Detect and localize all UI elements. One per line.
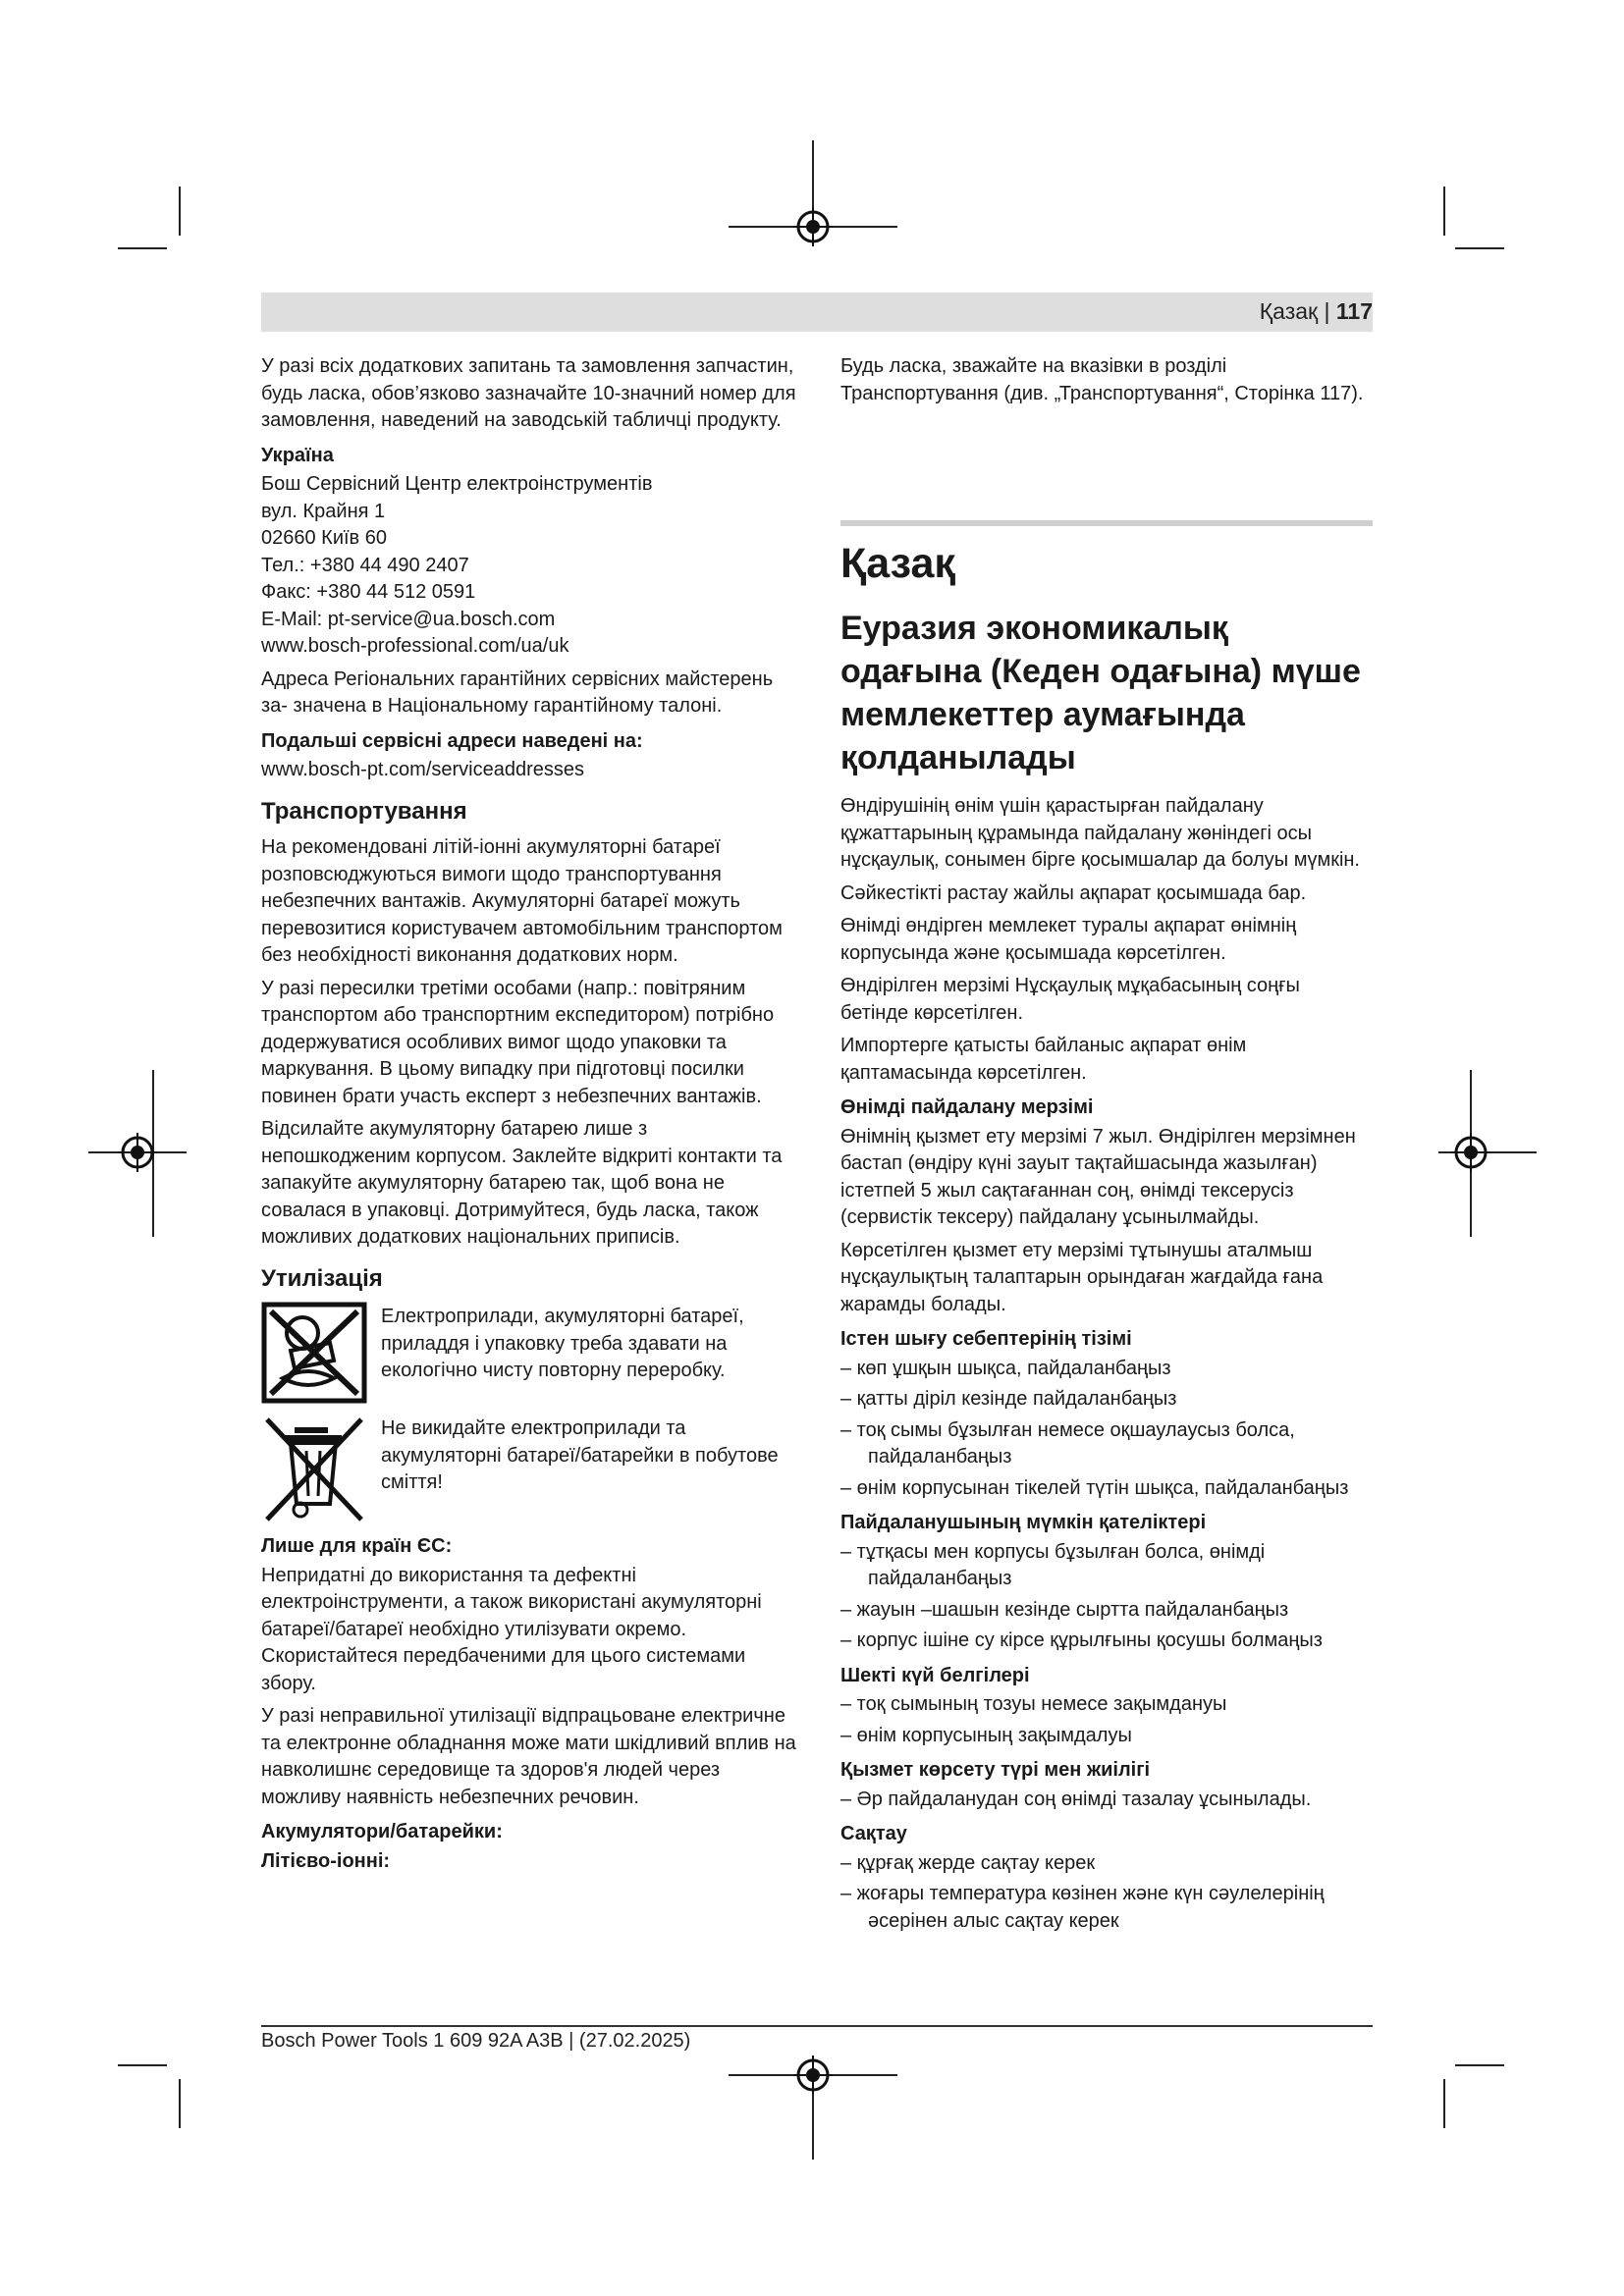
address-line: 02660 Київ 60 <box>261 527 387 549</box>
service-life-heading: Өнімді пайдалану мерзімі <box>840 1096 1094 1118</box>
address-email: E-Mail: pt-service@ua.bosch.com <box>261 608 556 630</box>
crossed-bin-icon <box>261 1414 367 1523</box>
address-fax: Факс: +380 44 512 0591 <box>261 581 476 603</box>
ukraine-heading: Україна <box>261 444 334 466</box>
eurasia-title: Еуразия экономикалық одағына (Кеден одағына) мүше мемлекеттер аумағында қолданылады <box>840 610 1361 776</box>
no-household-waste-icon <box>261 1302 367 1404</box>
address-line: Бош Сервісний Центр електроінструментів <box>261 473 653 495</box>
storage-heading: Сақтау <box>840 1823 907 1844</box>
weee-text: Не викидайте електроприлади та акумуляторні батареї/батарейки в побутове сміття! <box>381 1417 779 1493</box>
list-item: – жоғары температура көзінен және күн сәулелерінің әсерінен алыс сақтау керек <box>840 1883 1325 1932</box>
list-item: – өнім корпусынан тікелей түтін шықса, пайдаланбаңыз <box>840 1476 1349 1499</box>
service-type-heading: Қызмет көрсету түрі мен жиілігі <box>840 1759 1151 1781</box>
list-item: – корпус ішіне су кірсе құрылғыны қосушы болмаңыз <box>840 1629 1323 1651</box>
errors-heading: Пайдаланушының мүмкін қателіктері <box>840 1512 1207 1533</box>
page-header <box>261 293 1373 332</box>
service-url: www.bosch-pt.com/serviceaddresses <box>261 759 585 780</box>
list-item: – тұтқасы мен корпусы бұзылған болса, өнімді пайдаланбаңыз <box>840 1540 1266 1589</box>
intro-paragraph: У разі всіх додаткових запитань та замовлення запчастин, будь ласка, обов’язково зазначайте 10‑значний номер для замовлення, наведений на заводській табличці продукту. <box>261 355 796 431</box>
list-item: – көп ұшқын шықса, пайдаланбаңыз <box>840 1357 1171 1379</box>
eu-paragraph: Непридатні до використання та дефектні електроінструменти, а також використані акумуляторні батареї/батареї необхідно утилізувати окремо. Скористайтеся передбаченими для цього системами збору. <box>261 1564 762 1694</box>
list-item: – Әр пайдаланудан соң өнімді тазалау ұсынылады. <box>840 1788 1312 1810</box>
recycling-row <box>261 1302 801 1404</box>
header-section: Қазақ <box>1259 298 1319 324</box>
transport-heading: Транспортування <box>261 797 467 825</box>
header-label: Қазақ | 117 <box>1259 298 1373 324</box>
registration-mark-icon <box>118 1133 157 1172</box>
page-number: 117 <box>1335 298 1373 324</box>
li-ion-heading: Літієво-іонні: <box>261 1849 391 1872</box>
regional-note: Адреса Регіональних гарантійних сервісних майстерень за- значена в Національному гарантійному талоні. <box>261 667 774 717</box>
registration-mark-icon <box>793 207 833 246</box>
page-footer: Bosch Power Tools 1 609 92A A3B | (27.02.2025) <box>261 2030 691 2052</box>
kz-paragraph: Сәйкестікті растау жайлы ақпарат қосымшада бар. <box>840 881 1307 904</box>
list-item: – жауын –шашын кезінде сыртта пайдаланбаңыз <box>840 1598 1289 1621</box>
eu-paragraph: У разі неправильної утилізації відпрацьоване електричне та електронне обладнання може мати шкідливий вплив на навколишнє середовище та здоров'я людей через можливу наявність небезпечних речовин. <box>261 1705 796 1808</box>
limit-list <box>840 1691 1373 1749</box>
disposal-heading: Утилізація <box>261 1264 383 1292</box>
list-item: – тоқ сымының тозуы немесе зақымдануы <box>840 1693 1227 1715</box>
right-column <box>840 353 1373 492</box>
kz-paragraph: Өнімді өндірген мемлекет туралы ақпарат өнімнің корпусында және қосымшада көрсетілген. <box>840 915 1297 964</box>
transport-paragraph: У разі пересилки третіми особами (напр.: повітряним транспортом або транспортним експедитором) потрібно додержуватися особливих вимог щодо упаковки та маркування. В цьому випадку при підготовці посилки повинен брати участь експерт з небезпечних вантажів. <box>261 977 775 1107</box>
list-item: – өнім корпусының зақымдалуы <box>840 1724 1132 1746</box>
service-life-paragraph: Көрсетілген қызмет ету мерзімі тұтынушы аталмыш нұсқаулықтың талаптарын орындаған жағдайда ғана жарамды болады. <box>840 1239 1324 1315</box>
errors-list <box>840 1539 1373 1655</box>
eu-heading: Лише для країн ЄС: <box>261 1535 453 1557</box>
registration-mark-icon <box>1451 1133 1490 1172</box>
transport-paragraph: Відсилайте акумуляторну батарею лише з непошкодженим корпусом. Заклейте відкриті контакти та запакуйте акумуляторну батарею так, щоб вона не совалася в упаковці. Дотримуйтеся, будь ласка, також можливих додаткових національних приписів. <box>261 1118 783 1248</box>
address-website: www.bosch-professional.com/ua/uk <box>261 635 569 657</box>
address-phone: Тел.: +380 44 490 2407 <box>261 554 469 576</box>
right-column-kazakh <box>840 538 1373 1939</box>
weee-row <box>261 1414 801 1523</box>
kz-paragraph: Өндірілген мерзімі Нұсқаулық мұқабасының соңғы бетінде көрсетілген. <box>840 975 1300 1024</box>
storage-list <box>840 1850 1373 1936</box>
limit-heading: Шекті күй белгілері <box>840 1664 1030 1686</box>
kz-paragraph: Өндірушінің өнім үшін қарастырған пайдалану құжаттарының құрамында пайдалану жөніндегі осы нұсқаулық, сонымен бірге қосымшалар да болуы мүмкін. <box>840 795 1360 871</box>
list-item: – құрғақ жерде сақтау керек <box>840 1851 1096 1874</box>
batteries-heading: Акумулятори/батарейки: <box>261 1821 503 1842</box>
list-item: – тоқ сымы бұзылған немесе оқшаулаусыз болса, пайдаланбаңыз <box>840 1418 1295 1468</box>
transport-paragraph: На рекомендовані літій-іонні акумуляторні батареї розповсюджуються вимоги щодо транспортування небезпечних вантажів. Акумуляторні батареї можуть перевозитися користувачем автомобільним транспортом без необхідності виконання додаткових норм. <box>261 836 783 966</box>
language-title: Қазақ <box>840 540 955 587</box>
recycling-text: Електроприлади, акумуляторні батареї, приладдя і упаковку треба здавати на екологічно чисту повторну переробку. <box>381 1306 744 1381</box>
registration-mark-icon <box>793 2056 833 2095</box>
transport-note: Будь ласка, зважайте на вказівки в розділі Транспортування (див. „Транспортування“, Сторінка 117). <box>840 355 1364 404</box>
service-list <box>840 1787 1373 1814</box>
footer-rule <box>261 2025 1373 2027</box>
list-item: – қатты діріл кезінде пайдаланбаңыз <box>840 1388 1177 1410</box>
left-column <box>261 353 801 1877</box>
ukraine-address <box>261 471 801 661</box>
section-divider <box>840 520 1373 526</box>
kz-paragraph: Импортерге қатысты байланыс ақпарат өнім қаптамасында көрсетілген. <box>840 1035 1247 1084</box>
service-heading: Подальші сервісні адреси наведені на: <box>261 729 643 752</box>
failure-heading: Істен шығу себептерінің тізімі <box>840 1328 1132 1350</box>
address-line: вул. Крайня 1 <box>261 500 386 522</box>
service-life-paragraph: Өнімнің қызмет ету мерзімі 7 жыл. Өндірілген мерзімнен бастап (өндіру күні зауыт тақтайшасында жазылған) істетпей 5 жыл сақтағаннан соң, өнімді тексерусіз (сервистік тексеру) пайдалану ұсынылмайды. <box>840 1125 1356 1228</box>
failure-list <box>840 1356 1373 1503</box>
